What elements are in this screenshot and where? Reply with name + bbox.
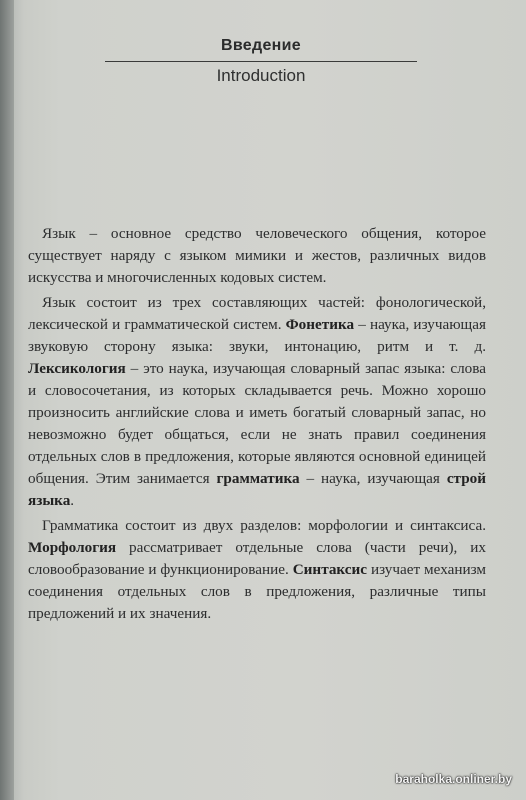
bold-term: грамматика (216, 470, 300, 487)
text-run: Язык – основное средство человеческого общения, которое существует наряду с языком мимики и жестов, различных видов искусства и многочисленных кодовых систем. (28, 225, 486, 286)
text-run: изучает механизм соединения отдельных слов в предложения, различные типы предложений и их значения. (28, 561, 486, 622)
text-run: – наука, изучающая звуковую сторону языка: звуки, интонацию, ритм и т. д. (28, 316, 486, 355)
chapter-title-en: Introduction (216, 66, 306, 85)
text-run: – это наука, изучающая словарный запас языка: слова и словосочетания, из которых складывается речь. Можно хорошо произносить английские слова и иметь богатый словарный запас, но невозможно будет общаться, если не знать правил соединения отдельных слов в предложения, которые являются основной единицей общения. Этим занимается (28, 360, 486, 487)
title-divider (105, 61, 417, 62)
bold-term: Синтаксис (292, 561, 368, 578)
text-run: . (70, 492, 75, 509)
paragraph (28, 292, 486, 512)
text-run: Язык состоит из трех составляющих частей: фонологической, лексической и грамматической систем. (28, 294, 486, 333)
paragraph (28, 515, 486, 625)
bold-term: строй языка (28, 470, 486, 509)
text-run: рассматривает отдельные слова (части речи), их словообразование и функционирование. (28, 539, 486, 578)
watermark: baraholka.onliner.by (395, 772, 512, 786)
text-run: Грамматика состоит из двух разделов: морфологии и синтаксиса. (42, 517, 486, 534)
bold-term: Фонетика (285, 316, 355, 333)
chapter-title-ru: Введение (221, 37, 301, 54)
book-spine (0, 0, 14, 800)
bold-term: Лексикология (28, 360, 126, 377)
bold-term: Морфология (28, 539, 117, 556)
body-text (28, 223, 486, 628)
text-run: – наука, изучающая (299, 470, 447, 487)
paragraph (28, 223, 486, 289)
chapter-header (105, 34, 417, 86)
